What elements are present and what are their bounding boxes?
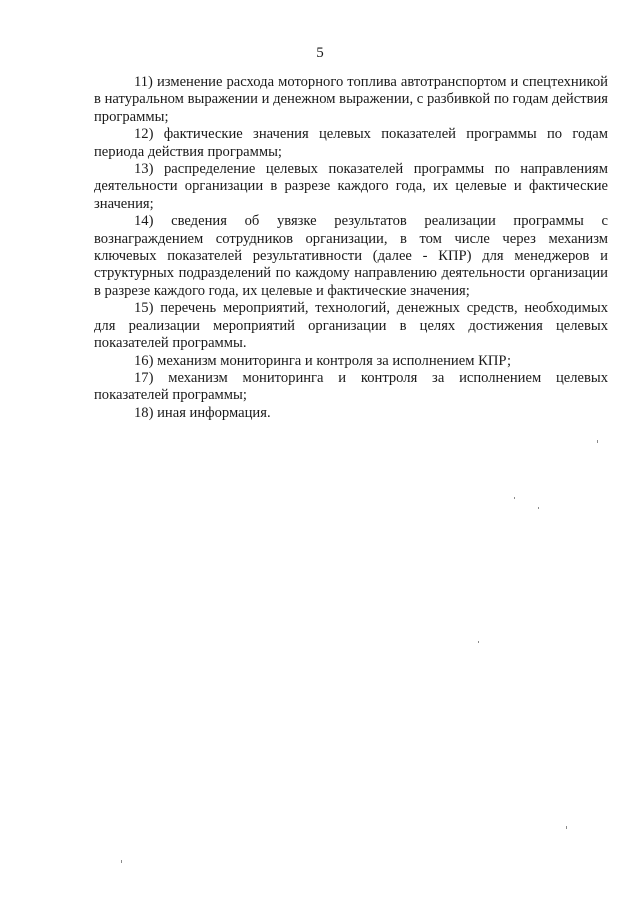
document-body [94, 74, 608, 422]
scan-speck [514, 497, 515, 499]
list-item-15: 15) перечень мероприятий, технологий, денежных средств, необходимых для реализации мероприятий организации в целях достижения целевых показателей программы. [94, 300, 608, 352]
scan-speck [566, 826, 567, 829]
list-item-18: 18) иная информация. [134, 404, 271, 421]
list-item-14: 14) сведения об увязке результатов реализации программы с вознаграждением сотрудников организации, в том числе через механизм ключевых показателей результативности (далее - КПР) для менеджеров и структурных подразделений по каждому направлению деятельности организации в разрезе каждого года, их целевые и фактические значения; [94, 213, 608, 299]
list-item-11: 11) изменение расхода моторного топлива автотранспортом и спецтехникой в натуральном выражении и денежном выражении, с разбивкой по годам действия программы; [94, 74, 608, 125]
scan-speck [478, 641, 479, 643]
scan-speck [121, 860, 122, 863]
list-item-17: 17) механизм мониторинга и контроля за исполнением целевых показателей программы; [94, 369, 608, 404]
list-item-13: 13) распределение целевых показателей программы по направлениям деятельности организации в разрезе каждого года, их целевые и фактические значения; [94, 161, 608, 212]
list-item-16: 16) механизм мониторинга и контроля за исполнением КПР; [134, 352, 512, 369]
scan-speck [597, 440, 598, 443]
scan-speck [538, 507, 539, 509]
page-number: 5 [316, 45, 324, 61]
list-item-12: 12) фактические значения целевых показателей программы по годам периода действия программы; [94, 126, 608, 160]
